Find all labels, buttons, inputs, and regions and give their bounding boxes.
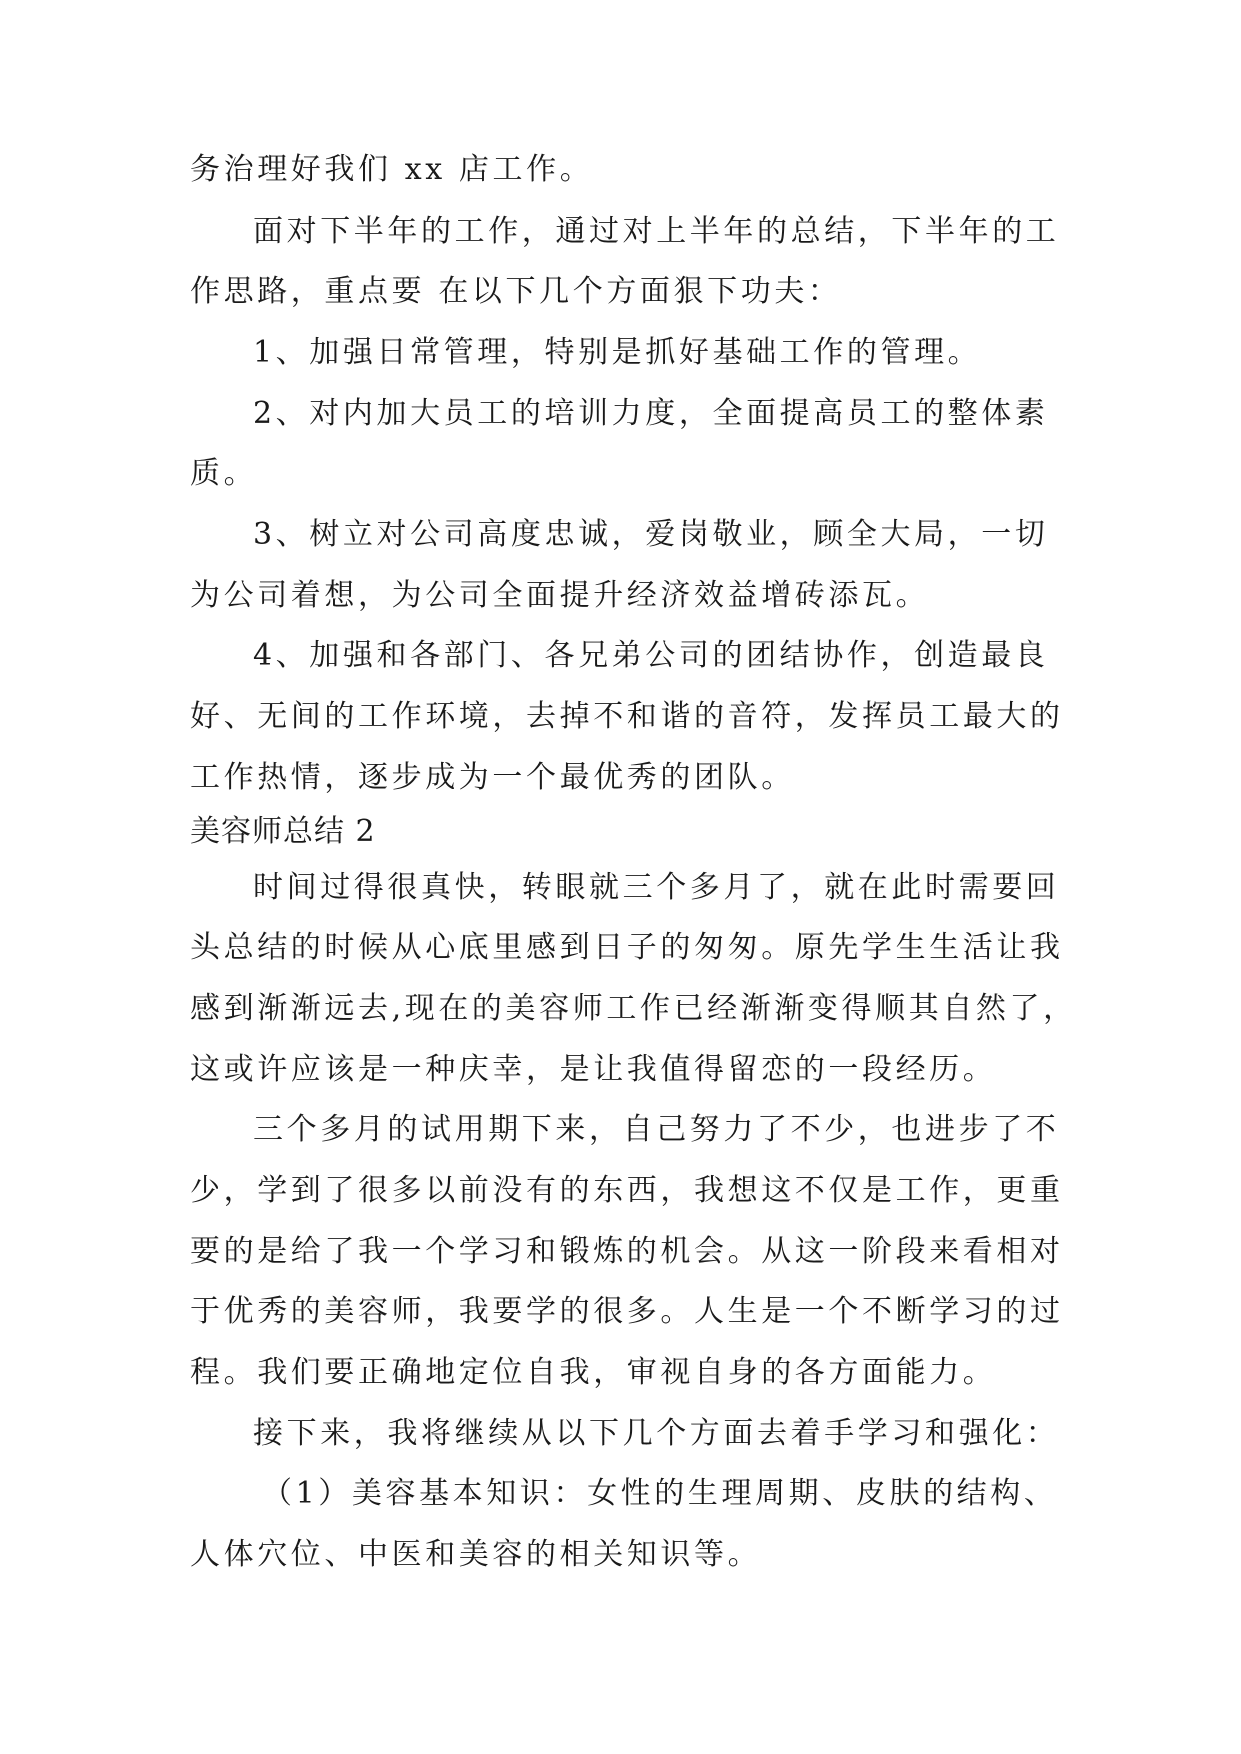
paragraph-line: 这或许应该是一种庆幸，是让我值得留恋的一段经历。: [190, 1052, 997, 1087]
paragraph-line: 三个多月的试用期下来，自己努力了不少，也进步了不: [253, 1112, 1060, 1147]
paragraph-line: 少，学到了很多以前没有的东西，我想这不仅是工作，更重: [190, 1173, 1064, 1208]
list-item-line: 1、加强日常管理，特别是抓好基础工作的管理。: [253, 335, 982, 370]
list-item-line: 3、树立对公司高度忠诚，爱岗敬业，顾全大局，一切: [253, 517, 1049, 552]
list-item-line: 2、对内加大员工的培训力度，全面提高员工的整体素: [253, 396, 1049, 431]
paragraph-line: 面对下半年的工作，通过对上半年的总结，下半年的工: [253, 214, 1060, 249]
paragraph-line: 头总结的时候从心底里感到日子的匆匆。原先学生生活让我: [190, 930, 1064, 965]
paragraph-line: 时间过得很真快，转眼就三个多月了，就在此时需要回: [253, 870, 1060, 905]
list-item-line: 4、加强和各部门、各兄弟公司的团结协作，创造最良: [253, 638, 1049, 673]
paragraph-line: 于优秀的美容师，我要学的很多。人生是一个不断学习的过: [190, 1294, 1064, 1329]
paragraph-line: 要的是给了我一个学习和锻炼的机会。从这一阶段来看相对: [190, 1234, 1064, 1269]
paragraph-line: 程。我们要正确地定位自我，审视自身的各方面能力。: [190, 1355, 997, 1390]
list-item-line: （1）美容基本知识：女性的生理周期、皮肤的结构、: [262, 1476, 1058, 1511]
paragraph-line: 接下来，我将继续从以下几个方面去着手学习和强化：: [253, 1416, 1060, 1451]
list-item-line: 好、无间的工作环境，去掉不和谐的音符，发挥员工最大的: [190, 699, 1064, 734]
list-item-line: 为公司着想，为公司全面提升经济效益增砖添瓦。: [190, 578, 930, 613]
list-item-line: 工作热情，逐步成为一个最优秀的团队。: [190, 760, 795, 795]
list-item-line: 人体穴位、中医和美容的相关知识等。: [190, 1537, 762, 1572]
paragraph-line: 作思路，重点要 在以下几个方面狠下功夫：: [190, 274, 842, 309]
list-item-line: 质。: [190, 456, 258, 491]
paragraph-line: 务治理好我们 xx 店工作。: [190, 152, 594, 187]
section-heading: 美容师总结 2: [190, 814, 376, 849]
paragraph-line: 感到渐渐远去,现在的美容师工作已经渐渐变得顺其自然了，: [190, 991, 1077, 1026]
